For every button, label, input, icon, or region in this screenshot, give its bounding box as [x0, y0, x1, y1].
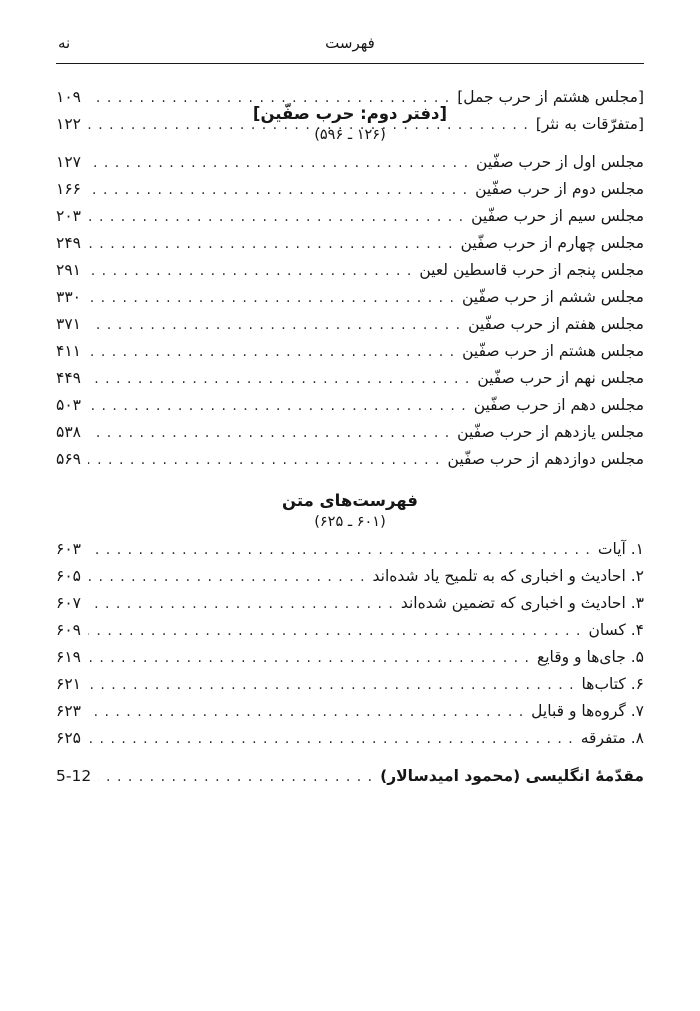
- toc-entry-list: [56, 540, 644, 756]
- toc-entry-page-number: ۵۶۹: [56, 450, 81, 468]
- toc-entry-title: [متفرّقات به نثر]: [535, 115, 644, 133]
- toc-entry-page-number: ۳۳۰: [56, 288, 81, 306]
- table-of-contents: [56, 64, 644, 794]
- dot-leader: [88, 729, 574, 747]
- toc-entry-page-number: ۶۱۹: [56, 648, 81, 666]
- toc-entry: [56, 621, 644, 648]
- toc-entry: [56, 288, 644, 315]
- dot-leader: [88, 450, 441, 468]
- toc-entry-page-number: ۱۶۶: [56, 180, 81, 198]
- toc-entry-page-number: ۲۰۳: [56, 207, 81, 225]
- toc-entry-page-number: ۲۴۹: [56, 234, 81, 252]
- toc-entry-title: ۵. جای‌ها و وقایع: [536, 648, 644, 666]
- toc-entry-title: مجلس دهم از حرب صفّین: [473, 396, 644, 414]
- folio-page-number: نه: [58, 34, 71, 52]
- section-page-range: (۶۰۱ ـ ۶۲۵): [314, 514, 386, 530]
- dot-leader: [88, 153, 469, 171]
- dot-leader: [88, 567, 366, 585]
- toc-entry-page-number: ۴۱۱: [56, 342, 81, 360]
- toc-entry-page-number: ۴۴۹: [56, 369, 81, 387]
- toc-entry-title: مجلس دوازدهم از حرب صفّین: [447, 450, 644, 468]
- dot-leader: [88, 621, 582, 639]
- toc-entry-title: مقدّمهٔ انگلیسی (محمود امیدسالار): [380, 767, 644, 785]
- toc-entry-title: مجلس چهارم از حرب صفّین: [460, 234, 644, 252]
- toc-entry: [56, 648, 644, 675]
- section-heading: [دفتر دوم: حرب صفّین]: [252, 104, 448, 123]
- toc-entry-title: مجلس دوم از حرب صفّین: [475, 180, 644, 198]
- toc-entry-title: ۶. کتاب‌ها: [581, 675, 644, 693]
- dot-leader: [88, 315, 461, 333]
- toc-section-seffin: [56, 104, 644, 477]
- dot-leader: [88, 234, 454, 252]
- dot-leader: [88, 594, 394, 612]
- toc-entry-page-number: ۳۷۱: [56, 315, 81, 333]
- section-heading: فهرست‌های متن: [282, 491, 418, 510]
- toc-entry-title: ۱. آیات: [597, 540, 644, 558]
- toc-entry: [56, 729, 644, 756]
- toc-entry-page-number: ۱۰۹: [56, 88, 81, 106]
- toc-section-indexes: [56, 491, 644, 756]
- toc-entry-title: مجلس نهم از حرب صفّین: [477, 369, 644, 387]
- toc-entry-page-number: ۶۰۷: [56, 594, 81, 612]
- toc-entry-title: ۸. متفرقه: [580, 729, 644, 747]
- dot-leader: [88, 342, 455, 360]
- toc-entry: [56, 207, 644, 234]
- toc-entry-title: مجلس هفتم از حرب صفّین: [468, 315, 644, 333]
- toc-entry-title: مجلس هشتم از حرب صفّین: [462, 342, 644, 360]
- toc-entry: [56, 675, 644, 702]
- toc-entry: [56, 396, 644, 423]
- toc-entry: [56, 594, 644, 621]
- toc-entry-page-number: ۵۰۳: [56, 396, 81, 414]
- toc-entry-page-number: ۵۳۸: [56, 423, 81, 441]
- toc-entry: [56, 342, 644, 369]
- dot-leader: [88, 396, 467, 414]
- toc-entry-list: [56, 153, 644, 477]
- toc-entry: [56, 369, 644, 396]
- toc-entry: [56, 702, 644, 729]
- toc-entry-page-number: ۶۲۱: [56, 675, 81, 693]
- toc-entry-title: ۴. کسان: [588, 621, 644, 639]
- dot-leader: [88, 540, 591, 558]
- toc-entry-title: مجلس ششم از حرب صفّین: [461, 288, 644, 306]
- dot-leader: [88, 702, 524, 720]
- page-header: [56, 34, 644, 64]
- toc-entry-title: ۷. گروه‌ها و قبایل: [531, 702, 644, 720]
- toc-entry-page-number: ۱۲۷: [56, 153, 81, 171]
- page-title: فهرست: [325, 34, 375, 52]
- toc-entry-title: مجلس سیم از حرب صفّین: [471, 207, 644, 225]
- toc-entry-page-number: ۶۲۳: [56, 702, 81, 720]
- toc-entry-title: مجلس اول از حرب صفّین: [476, 153, 644, 171]
- toc-entry-page-number: ۲۹۱: [56, 261, 81, 279]
- dot-leader: [88, 180, 468, 198]
- toc-entry: [56, 180, 644, 207]
- toc-entry-title: مجلس یازدهم از حرب صفّین: [457, 423, 644, 441]
- toc-entry-title: [مجلس هشتم از حرب جمل]: [457, 88, 644, 106]
- toc-entry-title: ۲. احادیث و اخباری که به تلمیح یاد شده‌اند: [372, 567, 644, 585]
- toc-entry: [56, 261, 644, 288]
- dot-leader: [88, 261, 412, 279]
- dot-leader: [98, 767, 373, 785]
- toc-entry: [56, 423, 644, 450]
- toc-entry-page-number: ۶۰۹: [56, 621, 81, 639]
- toc-entry: [56, 315, 644, 342]
- toc-entry-page-number: ۶۰۵: [56, 567, 81, 585]
- toc-entry-page-number: ۱۲۲: [56, 115, 81, 133]
- dot-leader: [88, 648, 530, 666]
- toc-entry: [56, 450, 644, 477]
- dot-leader: [88, 369, 470, 387]
- toc-entry-page-number: ۶۲۵: [56, 729, 81, 747]
- toc-entry-english-introduction: [56, 767, 644, 794]
- toc-entry-title: مجلس پنجم از حرب قاسطین لعین: [419, 261, 644, 279]
- toc-entry-page-number: ۶۰۳: [56, 540, 81, 558]
- section-page-range: (۱۲۶ ـ ۵۹۶): [314, 127, 386, 143]
- toc-entry: [56, 540, 644, 567]
- dot-leader: [88, 288, 455, 306]
- toc-entry: [56, 153, 644, 180]
- toc-entry: [56, 567, 644, 594]
- dot-leader: [88, 207, 464, 225]
- toc-entry-title: ۳. احادیث و اخباری که تضمین شده‌اند: [400, 594, 644, 612]
- toc-entry: [56, 234, 644, 261]
- dot-leader: [88, 675, 575, 693]
- dot-leader: [88, 423, 450, 441]
- toc-entry-page-number: 5-12: [56, 767, 92, 785]
